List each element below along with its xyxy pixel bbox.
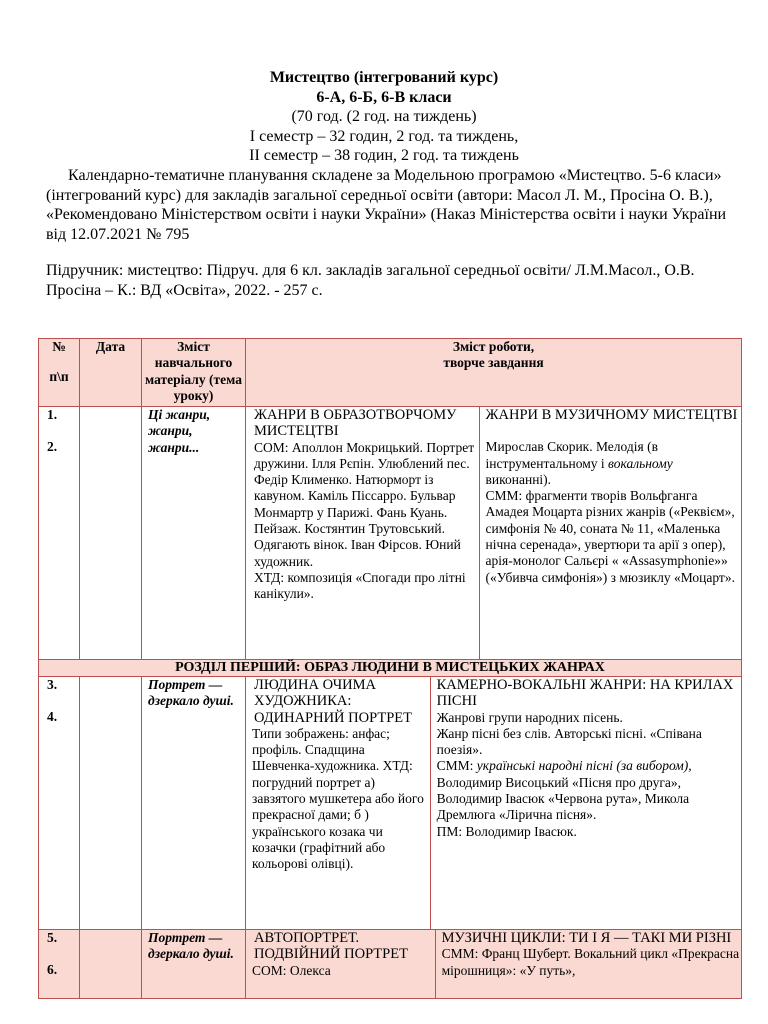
topic-a: Портрет — <box>148 677 223 692</box>
calendar-plan-table <box>38 338 742 999</box>
work-visual-art <box>246 930 436 998</box>
row-date <box>80 930 142 999</box>
header-work-a: Зміст роботи, <box>452 339 535 354</box>
work-music <box>436 930 741 998</box>
row-num-a: 5. <box>47 930 58 945</box>
table-row <box>39 930 742 999</box>
table-row <box>39 407 742 660</box>
music-line-4: Володимир Висоцький «Пісня про друга», Володимир Івасюк «Червона рута», Микола Дремлюга «Лірична пісня». <box>436 774 690 823</box>
row-work <box>246 407 742 660</box>
header-num-a: № <box>52 339 66 354</box>
section-title: РОЗДІЛ ПЕРШИЙ: ОБРАЗ ЛЮДИНИ В МИСТЕЦЬКИХ ЖАНРАХ <box>39 660 742 677</box>
intro-text: Календарно-тематичне планування складене за Модельною програмою «Мистецтво. 5-6 класи» (інтегрований курс) для закладів загальної середньої освіти (автори: Масол Л. М., Просіна О. В.), «Рекомендовано Міністерством освіти і науки України» (Наказ Міністерства освіти і науки України від 12.07.2021 № 795 <box>46 167 727 243</box>
topic-b: дзеркало душі. <box>148 693 234 709</box>
header-num-b: п\п <box>49 369 69 385</box>
header-topic: Зміст навчального матеріалу (тема уроку) <box>142 339 246 407</box>
music-line-3a: СММ: <box>436 758 477 774</box>
music-body: СММ: Франц Шуберт. Вокальний цикл «Прекрасна мірошниця»: «У путь», <box>441 946 740 978</box>
row-work <box>246 930 742 999</box>
work-music <box>480 407 741 659</box>
topic-a: Портрет — <box>148 930 223 945</box>
row-num-a: 1. <box>47 407 58 422</box>
work-visual-art <box>246 407 480 659</box>
header-num <box>39 339 80 407</box>
row-num-a: 3. <box>47 677 58 692</box>
row-num-b: 4. <box>47 709 58 725</box>
hours-total: (70 год. (2 год. на тиждень) <box>291 108 477 125</box>
table-header-row <box>39 339 742 407</box>
row-number <box>39 930 80 999</box>
semester-2: ІІ семестр – 38 годин, 2 год. та тиждень <box>249 147 519 164</box>
row-num-b: 6. <box>47 962 58 978</box>
music-line-5: ПМ: Володимир Івасюк. <box>436 823 577 839</box>
work-visual-art <box>246 677 431 929</box>
row-num-b: 2. <box>47 439 58 455</box>
intro-paragraph <box>46 166 746 244</box>
music-para-1a: Мирослав Скорик. Мелодія (в інструментальному і <box>485 439 658 471</box>
row-number <box>39 407 80 660</box>
textbook-paragraph: Підручник: мистецтво: Підруч. для 6 кл. закладів загальної середньої освіти/ Л.М.Масол., О.В. Просіна – К.: ВД «Освіта», 2022. - 257 с. <box>46 262 695 299</box>
music-para-2: СММ: фрагменти творів Вольфганга Амадея Моцарта різних жанрів («Реквієм», симфонія № 40, соната № 11, «Маленька нічна серенада», увертюри та арії з опер), арія-монолог Сальєрі « «Assasymphonie»» («Убивча симфонія») з мюзиклу «Моцарт». <box>485 488 735 585</box>
document-header <box>0 68 768 166</box>
row-work <box>246 677 742 930</box>
row-date <box>80 677 142 930</box>
semester-1: І семестр – 32 годин, 2 год. та тиждень, <box>249 127 519 145</box>
course-title: Мистецтво (інтегрований курс) <box>269 69 499 86</box>
header-work <box>246 339 742 407</box>
music-para-1c: виконанні). <box>485 471 552 487</box>
music-line-3b: українські народні пісні (за вибором), <box>476 758 692 774</box>
row-number <box>39 677 80 930</box>
header-work-b: творче завдання <box>443 355 544 371</box>
music-line-2: Жанр пісні без слів. Авторські пісні. «Співана поезія». <box>436 725 702 758</box>
row-topic: Ці жанри, жанри, жанри... <box>142 407 246 660</box>
visual-art-body: СОМ: Олекса <box>252 962 331 978</box>
music-line-3 <box>437 758 741 774</box>
work-music <box>431 677 741 929</box>
topic-b: дзеркало душі. <box>148 946 234 962</box>
row-topic <box>142 930 246 999</box>
class-list: 6-А, 6-Б, 6-В класи <box>316 88 452 106</box>
music-title: КАМЕРНО-ВОКАЛЬНІ ЖАНРИ: НА КРИЛАХ ПІСНІ <box>436 677 734 710</box>
music-title: МУЗИЧНІ ЦИКЛИ: ТИ І Я — ТАКІ МИ РІЗНІ <box>441 930 732 946</box>
visual-art-title: ЖАНРИ В ОБРАЗОТВОРЧОМУ МИСТЕЦТВІ <box>254 407 457 440</box>
row-topic <box>142 677 246 930</box>
table-row <box>39 677 742 930</box>
music-para-1b: вокальному <box>608 455 673 471</box>
music-title: ЖАНРИ В МУЗИЧНОМУ МИСТЕЦТВІ <box>485 407 738 423</box>
section-row <box>39 660 742 677</box>
visual-art-body: СОМ: Аполлон Мокрицький. Портрет дружини. Ілля Рєпін. Улюблений пес. Федір Клименко. Натюрморт із кавуном. Каміль Піссарро. Бульвар Монмартр у Парижі. Фань Куань. Пейзаж. Костянтин Трутовський. Одягають вінок. Іван Фірсов. Юний художник. <box>254 439 475 569</box>
row-date <box>80 407 142 660</box>
music-line-1: Жанрові групи народних пісень. <box>436 709 623 725</box>
visual-art-task: ХТД: композиція «Спогади про літні канікули». <box>254 569 466 602</box>
music-para-1 <box>486 439 741 488</box>
visual-art-title: ЛЮДИНА ОЧИМА ХУДОЖНИКА: ОДИНАРНИЙ ПОРТРЕТ <box>254 677 412 726</box>
visual-art-title: АВТОПОРТРЕТ. ПОДВІЙНИЙ ПОРТРЕТ <box>254 930 408 963</box>
visual-art-body: Типи зображень: анфас; профіль. Спадщина Шевченка-художника. ХТД: погрудний портрет а) завзятого мушкетера або його прекрасної дами; б ) українського козака чи козачки (графітний або кольорові олівці). <box>252 725 424 872</box>
header-date: Дата <box>80 339 142 407</box>
